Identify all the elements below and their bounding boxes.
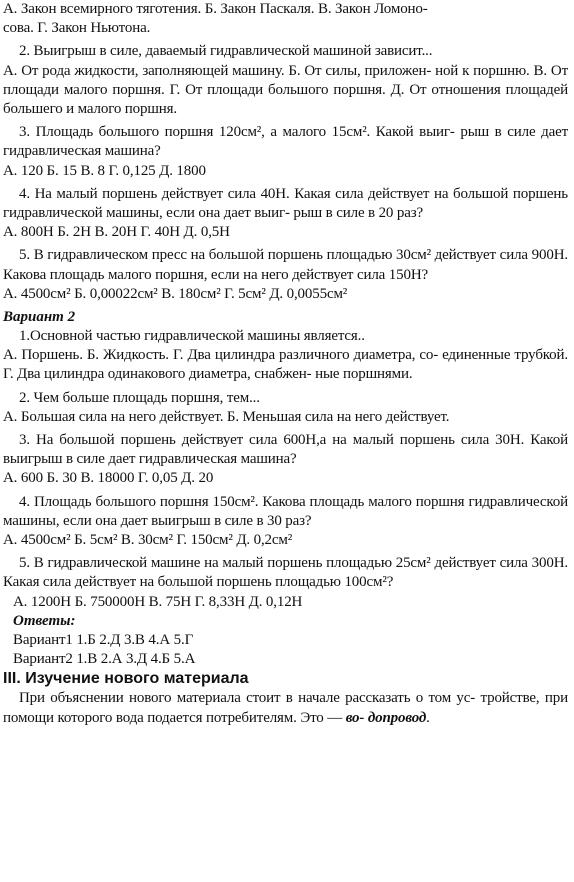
v2-question-4: 4. Площадь большого поршня 150см². Какова площадь малого поршня гидравлической машины, если она дает выигрыш в силе в 30 раз? bbox=[3, 493, 568, 529]
v2-q5-answers: А. 1200Н Б. 750000Н В. 75Н Г. 8,33Н Д. 0,12Н bbox=[13, 593, 303, 610]
v1-q1-answers-line2: сова. Г. Закон Ньютона. bbox=[3, 20, 151, 37]
v1-question-2: 2. Выигрыш в силе, даваемый гидравлической машиной зависит... bbox=[19, 43, 433, 60]
answers-variant-2: Вариант2 1.В 2.А 3.Д 4.Б 5.А bbox=[13, 651, 196, 668]
v2-question-2: 2. Чем больше площадь поршня, тем... bbox=[19, 389, 260, 406]
section-body-text: При объяснении нового материала стоит в начале рассказать о том ус- тройстве, при помощи которого вода подается потребителям. Это — bbox=[3, 690, 568, 726]
v1-q4-answers: А. 800Н Б. 2Н В. 20Н Г. 40Н Д. 0,5Н bbox=[3, 224, 230, 241]
v2-question-5: 5. В гидравлической машине на малый поршень площадью 25см² действует сила 300Н. Какая сила действует на большой поршень площадью 100см²? bbox=[3, 555, 568, 591]
v2-question-1: 1.Основной частью гидравлической машины является.. bbox=[19, 328, 365, 345]
v2-q3-answers: А. 600 Б. 30 В. 18000 Г. 0,05 Д. 20 bbox=[3, 470, 214, 487]
answers-heading: Ответы: bbox=[13, 612, 76, 629]
section-heading: III. Изучение нового материала bbox=[3, 670, 249, 688]
section-body-italic: во- допровод bbox=[345, 709, 427, 726]
answers-variant-1: Вариант1 1.Б 2.Д 3.В 4.А 5.Г bbox=[13, 631, 194, 648]
variant-2-heading: Вариант 2 bbox=[3, 309, 76, 326]
v1-q1-answers-line1: А. Закон всемирного тяготения. Б. Закон Паскаля. В. Закон Ломоно- bbox=[3, 1, 428, 17]
v1-question-4: 4. На малый поршень действует сила 40Н. Какая сила действует на большой поршень гидравлической машины, если она дает выиг- рыш в силе в 20 раз? bbox=[3, 185, 568, 222]
v2-q1-answers: А. Поршень. Б. Жидкость. Г. Два цилиндра различного диаметра, со- единенные трубкой. Г. Два цилиндра одинакового диаметра, снабжен- ные поршнями. bbox=[3, 347, 568, 383]
v1-question-3: 3. Площадь большого поршня 120см², а малого 15см². Какой выиг- рыш в силе дает гидравлическая машина? bbox=[3, 124, 568, 160]
v1-q1-answers bbox=[3, 0, 568, 38]
v1-q2-answers: А. От рода жидкости, заполняющей машину. Б. От силы, приложен- ной к поршню. В. От площади малого поршня. Г. От площади большого поршня. Д. От отношения площадей большего и малого поршня. bbox=[3, 62, 568, 118]
section-body bbox=[3, 689, 568, 727]
v2-question-3: 3. На большой поршень действует сила 600Н,а на малый поршень сила 30Н. Какой выигрыш в силе дает гидравлическая машина? bbox=[3, 432, 568, 468]
section-body-end: . bbox=[426, 709, 430, 726]
v1-q5-answers: А. 4500см² Б. 0,00022см² В. 180см² Г. 5см² Д. 0,0055см² bbox=[3, 285, 348, 302]
document-page bbox=[3, 0, 568, 728]
v2-q4-answers: А. 4500см² Б. 5см² В. 30см² Г. 150см² Д. 0,2см² bbox=[3, 532, 293, 549]
v1-question-5: 5. В гидравлическом пресс на большой поршень площадью 30см² действует сила 900Н. Какова площадь малого поршня, если на него действует сила 150Н? bbox=[3, 247, 568, 283]
v2-q2-answers: А. Большая сила на него действует. Б. Меньшая сила на него действует. bbox=[3, 408, 450, 425]
v1-q3-answers: А. 120 Б. 15 В. 8 Г. 0,125 Д. 1800 bbox=[3, 162, 206, 179]
